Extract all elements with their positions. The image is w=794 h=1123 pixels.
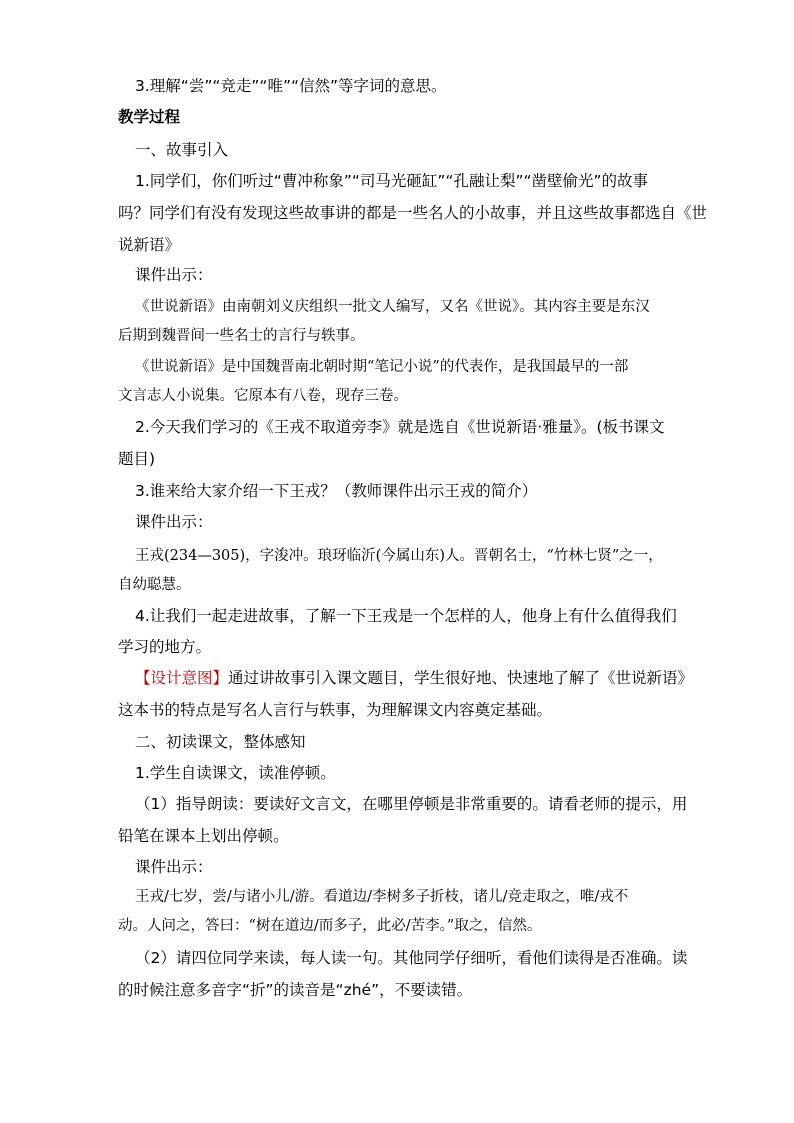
- part2-step-1b-line-2: 的时候注意多音字“折”的读音是“zhé”，不要读错。: [118, 981, 473, 999]
- part1-paragraph-3: 3.谁来给大家介绍一下王戎？（教师课件出示王戎的简介）: [135, 482, 538, 500]
- part1-paragraph-1-line-1: 1.同学们，你们听过“曹冲称象”“司马光砸缸”“孔融让梨”“凿壁偷光”的故事: [135, 172, 649, 190]
- part1-paragraph-2-line-2: 题目): [118, 450, 156, 468]
- part1-heading: 一、故事引入: [135, 141, 229, 159]
- courseware-label-2: 课件出示：: [135, 513, 213, 531]
- quote-3-line-2: 自幼聪慧。: [118, 577, 191, 593]
- part2-step-1: 1.学生自读课文，读准停顿。: [135, 764, 336, 782]
- quote-1-line-2: 后期到魏晋间一些名士的言行与轶事。: [118, 328, 365, 344]
- design-intent-text: 通过讲故事引入课文题目，学生很好地、快速地了解了《世说新语》: [228, 669, 694, 687]
- quote-1-line-1: 《世说新语》由南朝刘义庆组织一批文人编写，又名《世说》。其内容主要是东汉: [135, 299, 650, 315]
- part1-paragraph-2-line-1: 2.今天我们学习的《王戎不取道旁李》就是选自《世说新语·雅量》。(板书课文: [135, 418, 665, 436]
- part1-paragraph-1-line-3: 说新语》: [118, 236, 181, 254]
- quote-4-line-1: 王戎/七岁，尝/与诸小儿/游。看道边/李树多子折枝，诸儿/竞走取之，唯/戎不: [135, 889, 629, 905]
- part2-step-1a-line-1: （1）指导朗读：要读好文言文，在哪里停顿是非常重要的。请看老师的提示，用: [135, 795, 688, 813]
- section-title: 教学过程: [118, 108, 181, 126]
- design-intent-paragraph-line-2: 这本书的特点是写名人言行与轶事，为理解课文内容奠定基础。: [118, 701, 553, 719]
- part2-step-1b-line-1: （2）请四位同学来读，每人读一句。其他同学仔细听，看他们读得是否准确。读: [135, 949, 688, 967]
- part1-paragraph-4-line-2: 学习的地方。: [118, 638, 212, 656]
- design-intent-tag: 【设计意图】: [135, 669, 229, 687]
- quote-2-line-2: 文言志人小说集。它原本有八卷，现存三卷。: [118, 388, 408, 404]
- part1-paragraph-1-line-2: 吗？同学们有没有发现这些故事讲的都是一些名人的小故事，并且这些故事都选自《世: [118, 204, 708, 222]
- courseware-label-1: 课件出示：: [135, 266, 213, 284]
- quote-2-line-1: 《世说新语》是中国魏晋南北朝时期“笔记小说”的代表作，是我国最早的一部: [135, 359, 629, 375]
- part2-step-1a-line-2: 铅笔在课本上划出停顿。: [118, 827, 289, 845]
- courseware-label-3: 课件出示：: [135, 858, 213, 876]
- part2-heading: 二、初读课文，整体感知: [135, 733, 306, 751]
- quote-3-line-1: 王戎(234—305)，字浚冲。琅玡临沂(今属山东)人。晋朝名士，“竹林七贤”之一，: [135, 548, 663, 564]
- quote-4-line-2: 动。人问之，答曰：“树在道边/而多子，此必/苦李。”取之，信然。: [118, 918, 542, 934]
- objective-3: 3.理解“尝”“竞走”“唯”“信然”等字词的意思。: [135, 77, 447, 95]
- part1-paragraph-4-line-1: 4.让我们一起走进故事，了解一下王戎是一个怎样的人，他身上有什么值得我们: [135, 607, 677, 625]
- design-intent-paragraph-line-1: [135, 668, 693, 688]
